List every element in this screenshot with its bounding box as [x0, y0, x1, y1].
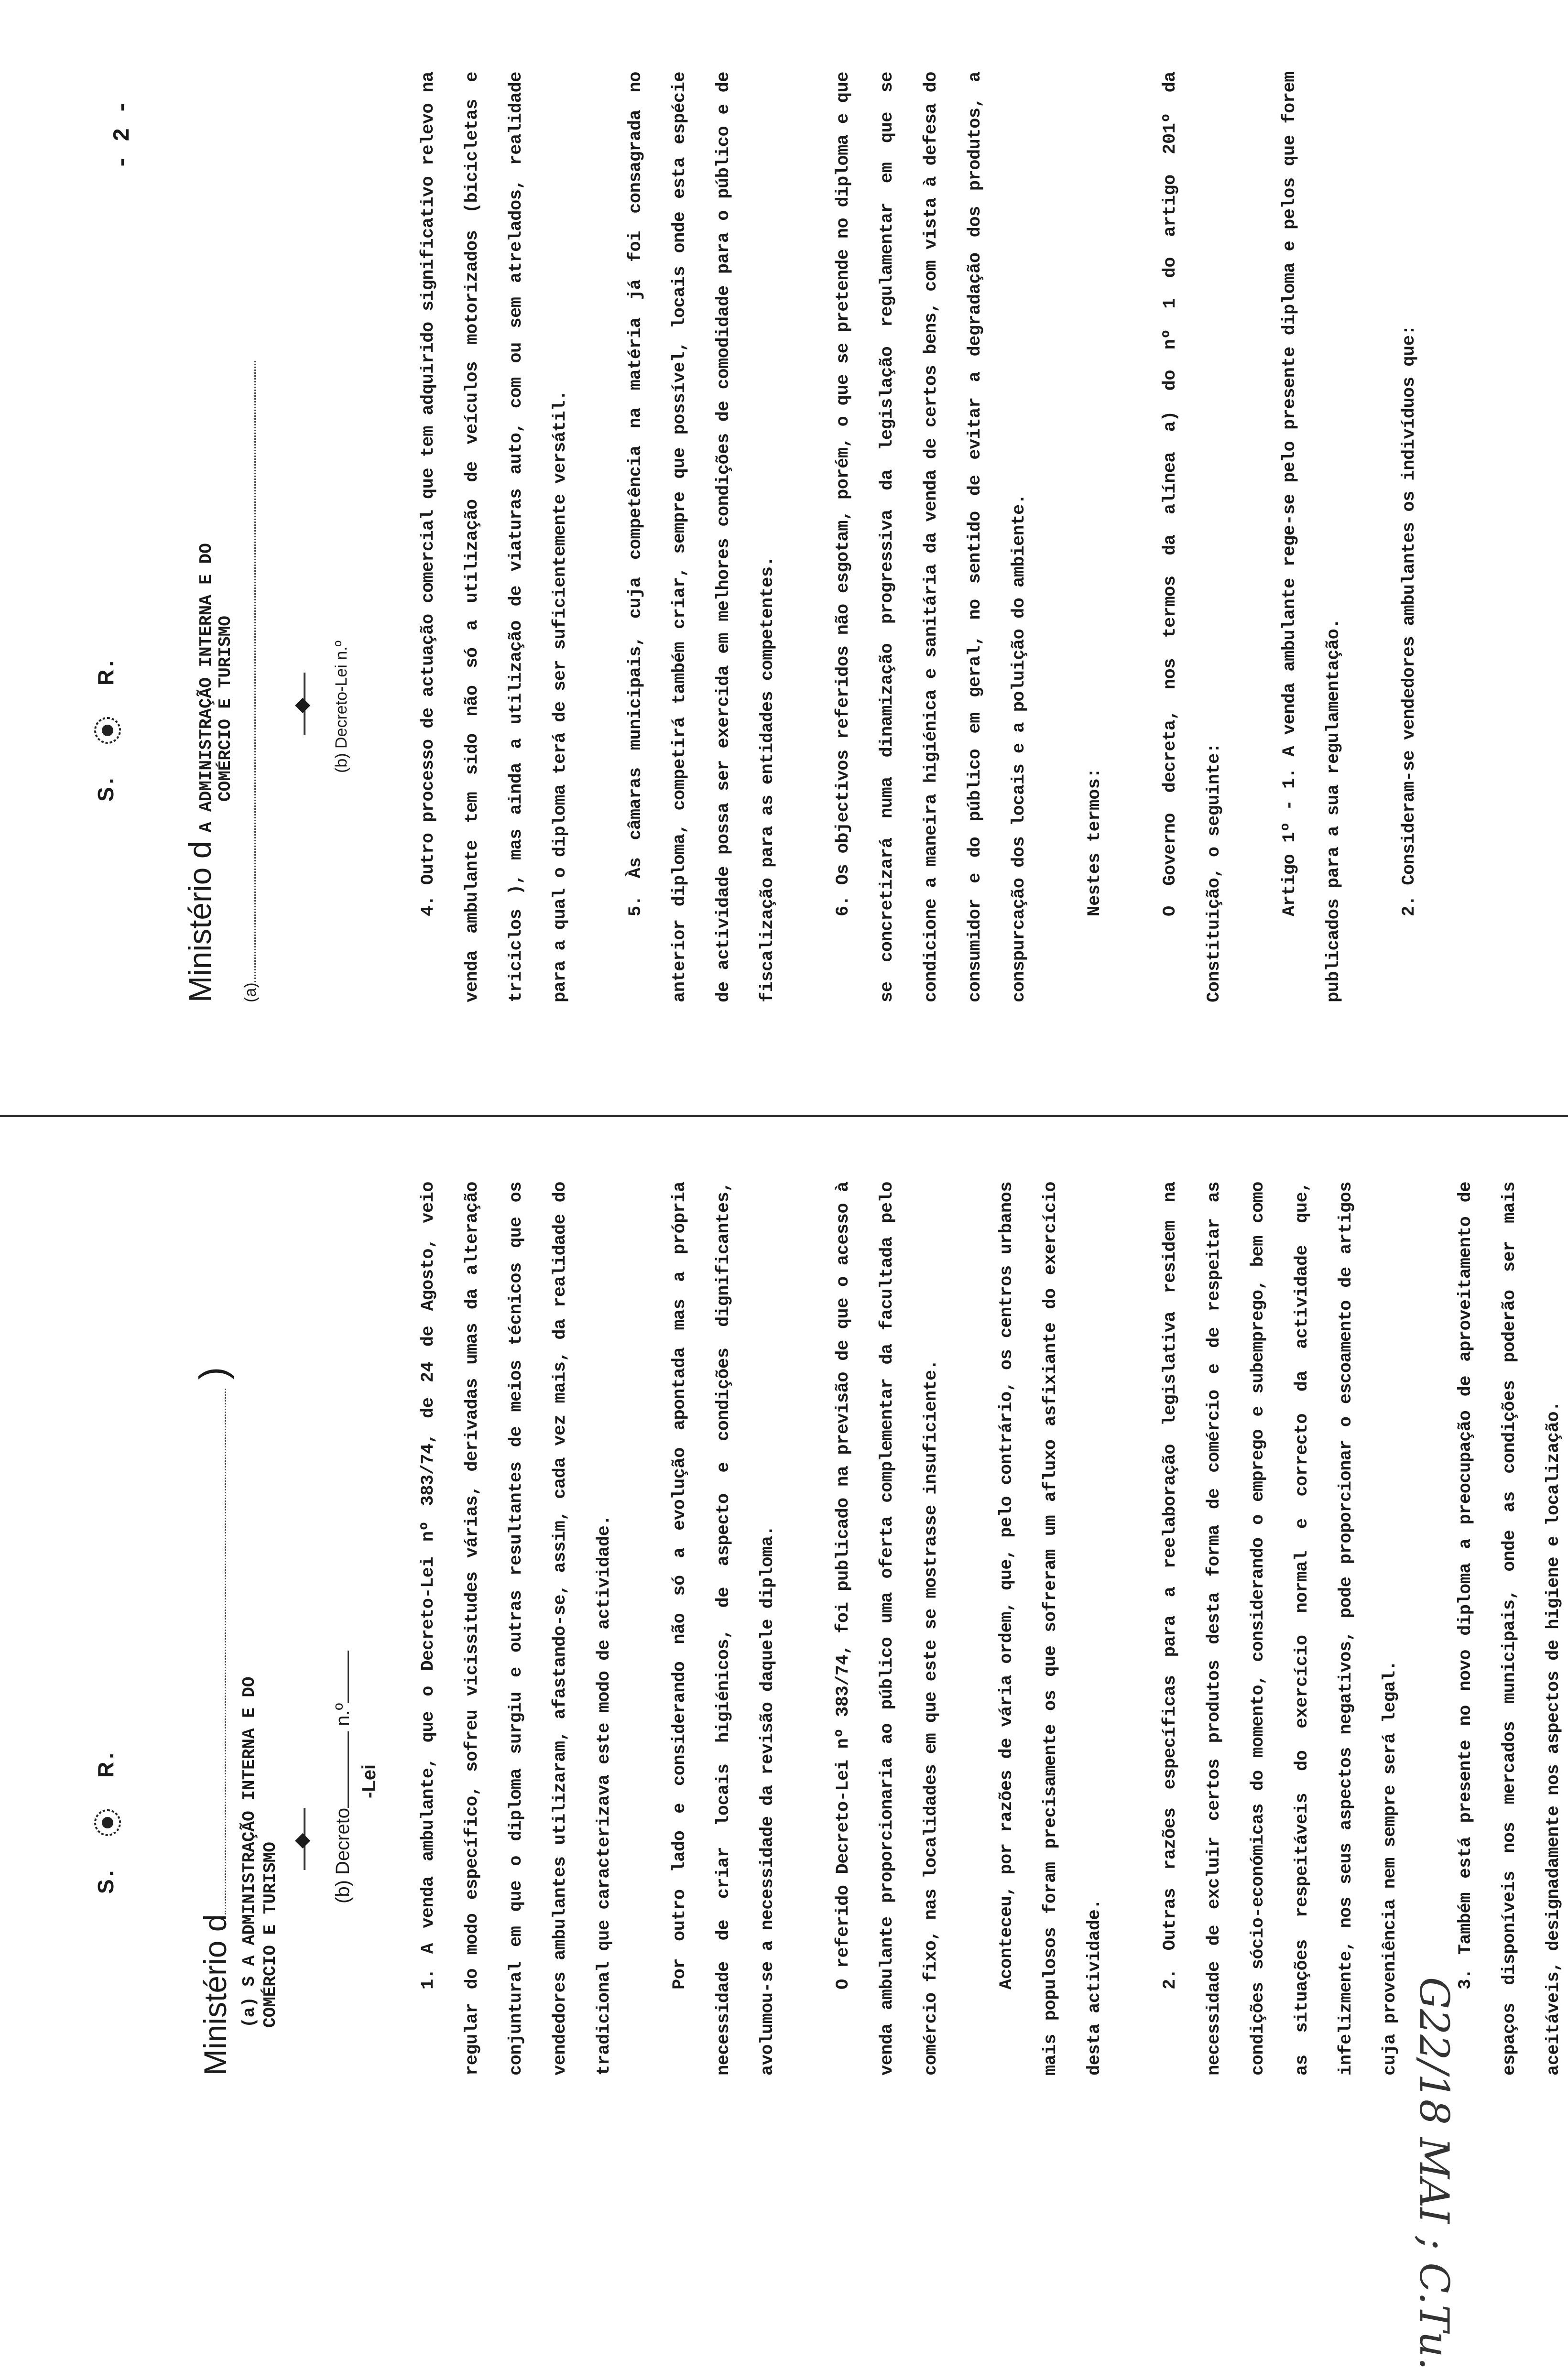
ministerio-label: Ministério d: [197, 1914, 233, 2076]
s-label: S.: [93, 775, 119, 802]
r-label: R.: [93, 657, 119, 685]
decreto-field: (b) Decreto-Lei n.º: [332, 641, 350, 773]
left-header: [72, 1182, 406, 2076]
a-label: [241, 361, 260, 1002]
ministry-detail-line-2: COMÉRCIO E TURISMO: [261, 1842, 280, 2028]
ministry-detail-line-2: COMÉRCIO E TURISMO: [216, 616, 235, 802]
sr-emblem-row: [91, 1750, 124, 1894]
paragraph-6: 6. Os objectivos referidos não esgotam, porém, o que se pretende no diploma e que se concretizará numa dinamização progressiva da legislação regulamentar em que se condicione a maneira higiénica e sanitária da venda de certos bens, com vista à defesa do consumidor e do público em geral, no sentido de evitar a degradação dos produtos, a conspurcação dos locais e a poluição do ambiente.: [833, 72, 1029, 1002]
governo-decreta: O Governo decreta, nos termos da alínea a) do nº 1 do artigo 201º da Constituição, o seguinte:: [1160, 72, 1224, 1002]
ministerio-heading: [182, 543, 218, 1002]
right-header: [72, 72, 406, 1002]
sr-emblem-row: [91, 658, 124, 802]
paragraph-1: 1. A venda ambulante, que o Decreto-Lei nº 383/74, de 24 de Agosto, veio regular do modo específico, sofreu vicissitudes várias, derivadas umas da alteração conjuntural em que o diploma surgiu e outras resultantes de meios técnicos que os vendedores ambulantes utilizaram, afastando-se, assim, cada vez mais, da realidade do tradicional que caracterizava este modo de actividade.: [418, 1182, 614, 2076]
artigo-1: Artigo 1º - 1. A venda ambulante rege-se pelo presente diploma e pelos que forem publicados para a sua regulamentação.: [1280, 72, 1344, 1002]
decreto-lei-label: -Lei: [359, 1764, 380, 1798]
artigo-1-2: 2. Consideram-se vendedores ambulantes os indivíduos que:: [1399, 325, 1419, 916]
paragraph-1b: Por outro lado e considerando não só a evolução apontada mas a própria necessidade de criar locais higiénicos, de aspecto e condições dignificantes, avolumou-se a necessidade da revisão daquele diploma.: [670, 1182, 778, 2076]
ministry-fill-line: [254, 361, 256, 982]
paragraph-2: 2. Outras razões específicas para a reelaboração legislativa residem na necessidade de excluir certos produtos desta forma de comércio e de respeitar as condições sócio-económicas do momento, considerando o emprego e subemprego, bem como as situações respeitáveis do exercício normal e correcto da actividade que, infelizmente, nos seus aspectos negativos, pode proporcionar o escoamento de artigos cuja proveniência nem sempre será legal.: [1160, 1182, 1400, 2076]
decreto-number-label: n.º: [332, 1703, 353, 1726]
s-label: S.: [93, 1867, 119, 1894]
page-number: - 2 -: [110, 100, 136, 170]
nestes-termos: Nestes termos:: [1085, 768, 1105, 916]
ministerio-label: Ministério d: [182, 841, 218, 1002]
decreto-blank: [348, 1731, 349, 1808]
ministerio-heading: [191, 1367, 235, 2076]
paragraph-3: 3. Também está presente no novo diploma a preocupação de aproveitamento de espaços disponíveis nos mercados municipais, onde as condições poderão ser mais aceitáveis, designadamente nos aspectos de higiene e localização.: [1456, 1182, 1564, 2076]
paragraph-4: 4. Outro processo de actuação comercial que tem adquirido significativo relevo na venda ambulante tem sido não só a utilização de veículos motorizados (bicicletas e triciclos ), mas ainda a utilização de viaturas auto, com ou sem atrelados, realidade para a qual o diploma terá de ser suficientemente versátil.: [418, 72, 570, 1002]
coat-of-arms-icon: [91, 714, 124, 747]
decreto-field: [332, 1651, 354, 1903]
coat-of-arms-icon: [91, 1806, 124, 1839]
a-label-text: (a): [241, 982, 260, 1002]
right-page: [0, 0, 1568, 1112]
r-label: R.: [93, 1750, 119, 1778]
paragraph-1d: Aconteceu, por razões de vária ordem, que, pelo contrário, os centros urbanos mais populosos foram precisamente os que sofreram um afluxo asfixiante do exercício desta actividade.: [997, 1182, 1105, 2076]
diamond-ornament: ◆: [289, 1833, 313, 1848]
ministry-detail-line-1: (a) S A ADMINISTRAÇÃO INTERNA E DO: [240, 1676, 259, 2028]
handwritten-note: G22/18 MAI ; C.Tu.: [1411, 1977, 1458, 2370]
ministry-detail-line-1: A ADMINISTRAÇÃO INTERNA E DO: [196, 543, 216, 833]
paragraph-1c: O referido Decreto-Lei nº 383/74, foi publicado na previsão de que o acesso à venda ambulante proporcionaria ao público uma oferta complementar da facultada pelo comércio fixo, nas localidades em que este se mostrasse insuficiente.: [833, 1182, 941, 2076]
diamond-ornament: ◆: [289, 697, 313, 713]
paragraph-5: 5. Às câmaras municipais, cuja competência na matéria já foi consagrada no anterior diploma, competirá também criar, sempre que possível, locais onde esta espécie de actividade possa ser exercida em melhores condições de comodidade para o público e de fiscalização para as entidades competentes.: [626, 72, 778, 1002]
closing-paren: ): [192, 1367, 234, 1380]
decreto-number-blank: [348, 1651, 349, 1703]
decreto-label: (b) Decreto: [332, 1807, 353, 1903]
ministry-detail: [239, 1676, 281, 2028]
handwritten-annotation: [1310, 1977, 1558, 2370]
page-divider: [0, 1115, 1568, 1117]
ministry-fill-line: [225, 1389, 226, 1914]
left-page: [0, 1120, 1568, 2233]
